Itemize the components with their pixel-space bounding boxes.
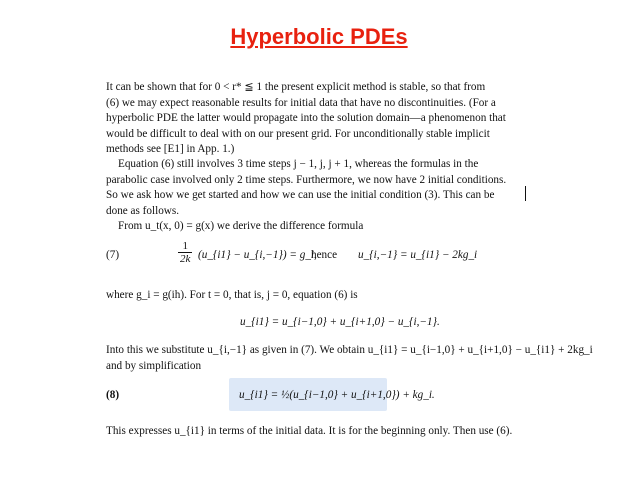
text-line: From u_t(x, 0) = g(x) we derive the difference formula (118, 220, 364, 233)
text-line: So we ask how we get started and how we can use the initial condition (3). This can be (106, 189, 495, 202)
fraction-numerator: 1 (178, 240, 192, 253)
text-line: where g_i = g(ih). For t = 0, that is, j = 0, equation (6) is (106, 289, 358, 301)
equation-lhs: (u_{i1} − u_{i,−1}) = g_i, (198, 249, 317, 261)
text-line: parabolic case involved only 2 time steps. Furthermore, we now have 2 initial conditions. (106, 173, 507, 186)
fraction (178, 240, 192, 265)
text-line: This expresses u_{i1} in terms of the initial data. It is for the beginning only. Then use (6). (106, 425, 513, 437)
text-line: would be difficult to deal with on our present grid. For unconditionally stable implicit (106, 127, 490, 140)
page-title: Hyperbolic PDEs (230, 24, 408, 49)
equation-number: (7) (106, 249, 120, 261)
paragraph-substitute (106, 343, 593, 374)
paragraph-stability (106, 80, 526, 158)
text-line: (6) we may expect reasonable results for initial data that have no discontinuities. (For a (106, 96, 496, 109)
text-cursor (525, 186, 526, 201)
text-line: It can be shown that for 0 < r* ≦ 1 the present explicit method is stable, so that from (106, 81, 486, 93)
text-line: methods see [E1] in App. 1.) (106, 143, 235, 156)
equation-7 (106, 240, 526, 274)
equation-6-at-j0: u_{i1} = u_{i−1,0} + u_{i+1,0} − u_{i,−1}. (240, 316, 440, 328)
equation-hence: hence (311, 249, 338, 261)
equation-rhs: u_{i,−1} = u_{i1} − 2kg_i (358, 249, 478, 261)
paragraph-where (106, 288, 526, 304)
paragraph-time-steps (106, 157, 526, 235)
equation-8 (106, 389, 526, 405)
text-line: Equation (6) still involves 3 time steps j − 1, j, j + 1, whereas the formulas in the (118, 158, 479, 170)
text-line: done as follows. (106, 204, 180, 217)
equation-formula: u_{i1} = ½(u_{i−1,0} + u_{i+1,0}) + kg_i. (239, 389, 435, 401)
text-line: and by simplification (106, 359, 202, 372)
equation-number: (8) (106, 389, 120, 401)
text-line: Into this we substitute u_{i,−1} as given in (7). We obtain u_{i1} = u_{i−1,0} + u_{i+1,0} − u_{i1} + 2kg_i (106, 344, 593, 356)
paragraph-conclusion (106, 424, 526, 440)
fraction-denominator: 2k (180, 253, 191, 265)
text-line: hyperbolic PDE the latter would propagate into the solution domain—a phenomenon that (106, 112, 506, 125)
